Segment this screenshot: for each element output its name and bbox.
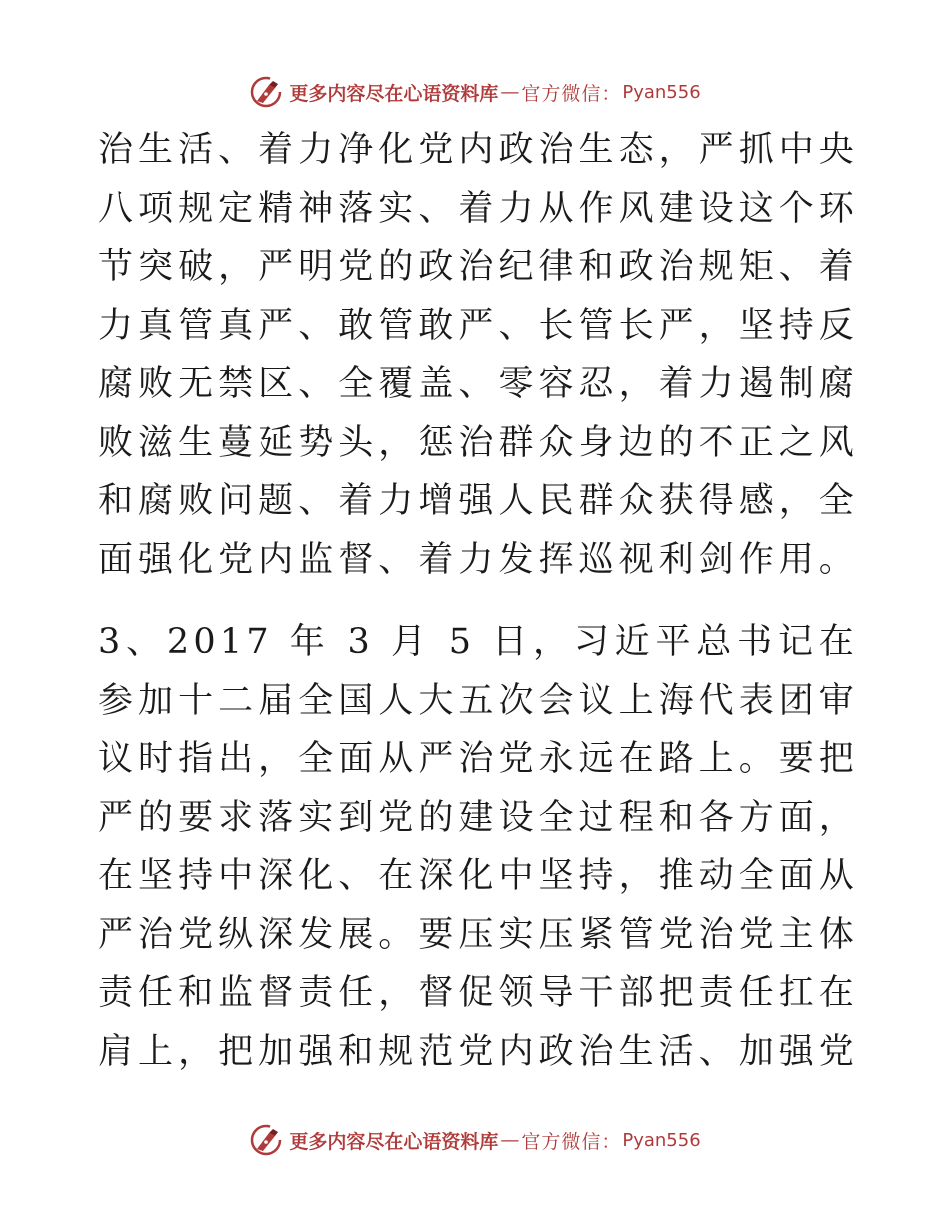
footer-watermark [0, 1120, 950, 1160]
watermark-official-label: 官方微信 [521, 1130, 602, 1153]
watermark-separator: — [500, 1129, 520, 1151]
watermark-separator: — [500, 81, 520, 103]
document-body [98, 121, 858, 1081]
paragraph-item-3: 3、2017 年 3 月 5 日，习近平总书记在参加十二届全国人大五次会议上海代表团审议时指出，全面从严治党永远在路上。要把严的要求落实到党的建设全过程和各方面，在坚持中深化、在深化中坚持，推动全面从严治党纵深发展。要压实压紧管党治党主体责任和监督责任，督促领导干部把责任扛在肩上，把加强和规范党内政治生活、加强党 [98, 622, 858, 1072]
watermark-wechat-id: Pyan556 [622, 1129, 701, 1151]
watermark-colon: ： [601, 1130, 621, 1153]
pen-nib-logo-icon [249, 1123, 283, 1157]
pen-nib-logo-icon [249, 75, 283, 109]
watermark-wechat-id: Pyan556 [622, 81, 701, 103]
paragraph-continuation: 治生活、着力净化党内政治生态，严抓中央八项规定精神落实、着力从作风建设这个环节突破，严明党的政治纪律和政治规矩、着力真管真严、敢管敢严、长管长严，坚持反腐败无禁区、全覆盖、零容忍，着力遏制腐败滋生蔓延势头，惩治群众身边的不正之风和腐败问题、着力增强人民群众获得感，全面强化党内监督、着力发挥巡视利剑作用。 [98, 130, 858, 580]
watermark-colon: ： [601, 82, 621, 105]
watermark-brand: 更多内容尽在心语资料库 [289, 1130, 499, 1153]
watermark-official-label: 官方微信 [521, 82, 602, 105]
watermark-brand: 更多内容尽在心语资料库 [289, 82, 499, 105]
header-watermark [0, 72, 950, 112]
